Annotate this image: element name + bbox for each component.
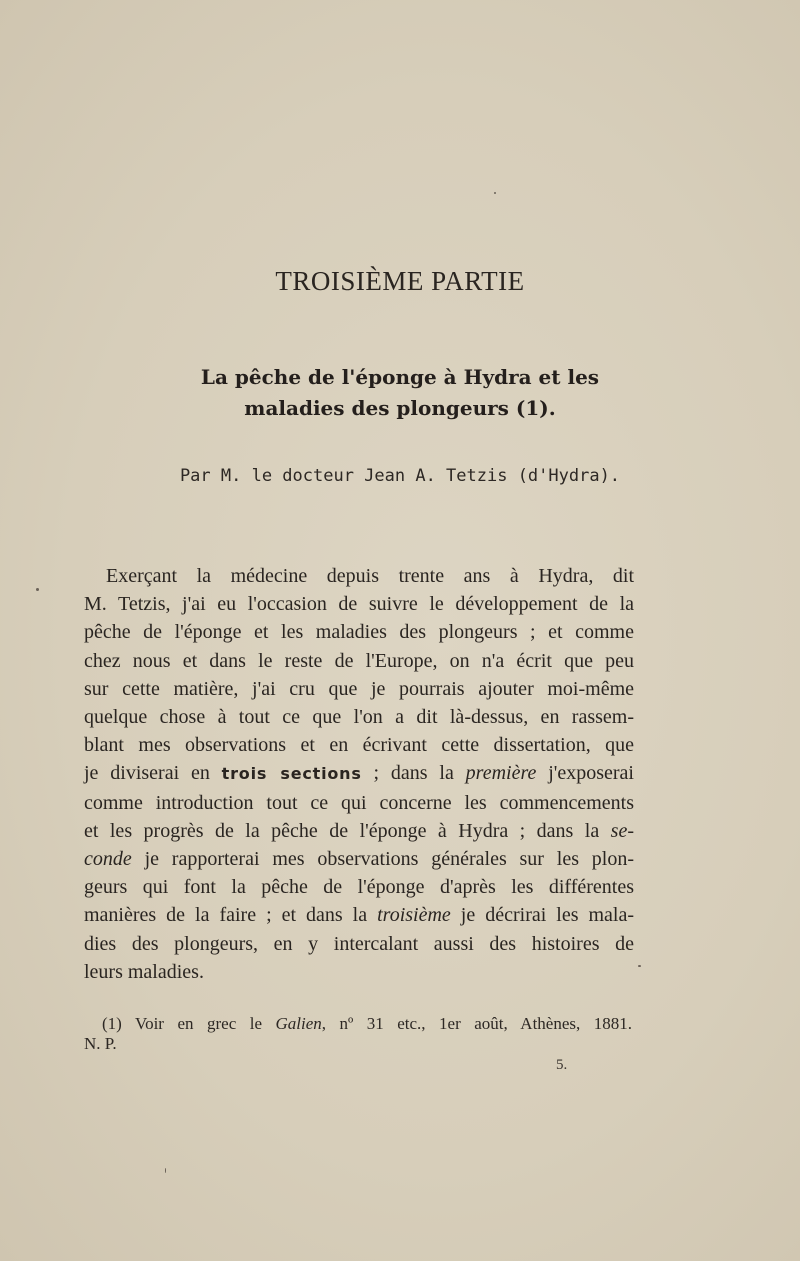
page-number: 5. [556,1057,568,1073]
paper-speck [638,965,641,967]
footnote-line [84,1014,632,1034]
italic-word: première [465,762,537,785]
body-line-sections [84,759,634,788]
body-line: geurs qui font la pêche de l'éponge d'après les différentes [84,876,634,899]
author-byline: Par M. le docteur Jean A. Tetzis (d'Hydra). [179,466,621,486]
body-line: sur cette matière, j'ai cru que je pourrais ajouter moi-même [84,677,634,700]
italic-word: troisième [377,904,451,927]
body-line: comme introduction tout ce qui concerne les commencements [84,791,634,814]
footnote [84,1014,632,1054]
body-paragraph [84,562,634,986]
article-title-line-1: La pêche de l'éponge à Hydra et les [200,365,600,389]
text-run: ; dans la [361,762,466,785]
body-line: blant mes observations et en écrivant cette dissertation, que [84,734,634,757]
body-line: M. Tetzis, j'ai eu l'occasion de suivre le développement de la [84,593,634,616]
text-run: je décrirai les mala- [450,904,634,927]
body-line: pêche de l'éponge et les maladies des plongeurs ; et comme [84,621,634,644]
paper-speck [494,192,496,194]
paper-speck [36,588,39,591]
text-run: et les progrès de la pêche de l'éponge à Hydra ; dans la [84,819,611,842]
bold-phrase: trois sections [221,764,362,784]
part-title: TROISIÈME PARTIE [275,266,525,296]
text-run: je diviserai en [84,762,222,785]
text-run: manières de la faire ; et dans la [84,904,378,927]
body-line [84,901,634,929]
article-title-line-2: maladies des plongeurs (1). [244,396,556,420]
body-line [84,845,634,873]
body-line: dies des plongeurs, en y intercalant aussi des histoires de [84,932,634,955]
text-run: j'exposerai [536,762,634,785]
italic-word: Galien [275,1014,322,1033]
text-run: je rapporterai mes observations générales sur les plon- [131,848,634,871]
footnote-line: N. P. [84,1034,117,1053]
body-line: leurs maladies. [84,960,204,983]
body-line: quelque chose à tout ce que l'on a dit là-dessus, en rassem- [84,706,634,729]
text-run: , nº 31 etc., 1er août, Athènes, 1881. [321,1014,632,1033]
body-line [84,817,634,845]
text-run: (1) Voir en grec le [102,1014,276,1033]
article-title [140,362,660,424]
body-line: chez nous et dans le reste de l'Europe, on n'a écrit que peu [84,649,634,672]
italic-word: se- [610,819,634,842]
body-line: Exerçant la médecine depuis trente ans à Hydra, dit [106,565,634,587]
italic-word: conde [84,848,132,871]
paper-speck [165,1168,166,1173]
